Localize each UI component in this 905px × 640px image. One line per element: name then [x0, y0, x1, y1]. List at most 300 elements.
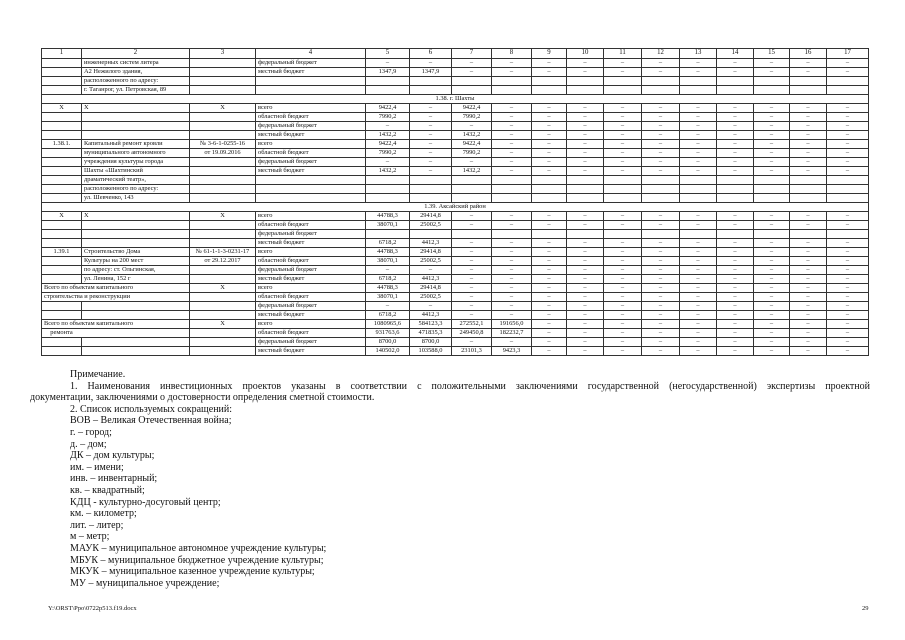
column-header: 10: [567, 49, 604, 59]
table-cell: –: [532, 158, 567, 167]
abbreviation-item: г. – город;: [70, 426, 112, 438]
table-cell: –: [827, 239, 869, 248]
table-cell: [532, 185, 567, 194]
table-cell: [452, 77, 492, 86]
table-cell: [680, 185, 717, 194]
table-cell: –: [717, 113, 754, 122]
table-cell: Х: [190, 320, 256, 329]
table-cell: [754, 86, 790, 95]
table-cell: –: [567, 113, 604, 122]
table-cell: 25002,5: [410, 293, 452, 302]
table-cell: всего: [256, 140, 366, 149]
table-cell: –: [604, 338, 642, 347]
table-cell: [42, 122, 82, 131]
table-cell: [42, 194, 82, 203]
table-cell: 38070,1: [366, 221, 410, 230]
table-cell: [492, 86, 532, 95]
table-cell: [410, 176, 452, 185]
table-cell: –: [790, 59, 827, 68]
table-cell: –: [532, 338, 567, 347]
table-cell: –: [754, 167, 790, 176]
table-cell: –: [717, 239, 754, 248]
table-cell: –: [680, 302, 717, 311]
table-cell: федеральный бюджет: [256, 302, 366, 311]
table-cell: [42, 347, 82, 356]
table-cell: [190, 293, 256, 302]
table-cell: –: [790, 212, 827, 221]
table-cell: [190, 113, 256, 122]
table-row: [42, 167, 869, 176]
table-cell: федеральный бюджет: [256, 59, 366, 68]
table-cell: –: [567, 329, 604, 338]
table-cell: –: [680, 293, 717, 302]
table-cell: –: [642, 257, 680, 266]
table-cell: [190, 311, 256, 320]
table-cell: [567, 86, 604, 95]
table-cell: –: [604, 149, 642, 158]
table-cell: –: [452, 338, 492, 347]
table-cell: местный бюджет: [256, 311, 366, 320]
table-cell: –: [827, 68, 869, 77]
table-cell: [42, 230, 82, 239]
table-cell: –: [410, 122, 452, 131]
table-cell: –: [532, 68, 567, 77]
table-cell: –: [790, 257, 827, 266]
table-cell: [567, 77, 604, 86]
table-cell: 29414,8: [410, 284, 452, 293]
table-cell: –: [452, 122, 492, 131]
table-cell: –: [790, 149, 827, 158]
table-cell: –: [754, 158, 790, 167]
table-cell: [604, 176, 642, 185]
table-cell: [492, 230, 532, 239]
table-cell: –: [492, 212, 532, 221]
table-cell: –: [827, 338, 869, 347]
table-cell: –: [532, 311, 567, 320]
table-cell: Х: [190, 104, 256, 113]
table-cell: –: [532, 167, 567, 176]
table-cell: [717, 176, 754, 185]
table-cell: [567, 230, 604, 239]
table-cell: –: [717, 158, 754, 167]
table-cell: –: [604, 140, 642, 149]
table-cell: 6718,2: [366, 311, 410, 320]
table-cell: [190, 167, 256, 176]
table-cell: –: [790, 167, 827, 176]
table-cell: 38070,1: [366, 257, 410, 266]
table-cell: –: [492, 149, 532, 158]
table-cell: [790, 176, 827, 185]
table-cell: [256, 77, 366, 86]
table-cell: инженерных систем литера: [82, 59, 190, 68]
table-cell: [190, 86, 256, 95]
table-cell: 29414,8: [410, 248, 452, 257]
table-cell: –: [452, 212, 492, 221]
table-cell: [190, 185, 256, 194]
table-cell: –: [642, 68, 680, 77]
table-cell: [366, 77, 410, 86]
abbreviation-list: [70, 415, 870, 589]
table-cell: –: [642, 293, 680, 302]
table-cell: 103588,0: [410, 347, 452, 356]
table-cell: –: [754, 329, 790, 338]
table-cell: [717, 77, 754, 86]
table-cell: –: [642, 212, 680, 221]
table-cell: [604, 86, 642, 95]
table-row: [42, 347, 869, 356]
table-cell: [190, 275, 256, 284]
table-cell: –: [790, 338, 827, 347]
table-row: [42, 194, 869, 203]
table-cell: –: [642, 284, 680, 293]
table-cell: [190, 338, 256, 347]
table-cell: [532, 86, 567, 95]
table-cell: –: [452, 284, 492, 293]
table-cell: –: [452, 68, 492, 77]
table-cell: [410, 194, 452, 203]
column-header: 1: [42, 49, 82, 59]
table-cell: [366, 86, 410, 95]
table-cell: –: [642, 347, 680, 356]
table-cell: –: [452, 302, 492, 311]
section-row: [42, 203, 869, 212]
table-cell: 29414,8: [410, 212, 452, 221]
table-cell: –: [567, 122, 604, 131]
table-cell: [256, 194, 366, 203]
table-cell: [717, 230, 754, 239]
table-cell: всего: [256, 320, 366, 329]
table-cell: –: [827, 158, 869, 167]
table-cell: расположенного по адресу:: [82, 77, 190, 86]
table-cell: –: [680, 239, 717, 248]
table-cell: от 29.12.2017: [190, 257, 256, 266]
investment-table: [41, 48, 869, 356]
column-header: 4: [256, 49, 366, 59]
table-cell: –: [754, 347, 790, 356]
table-cell: –: [827, 293, 869, 302]
table-cell: 1.38.1.: [42, 140, 82, 149]
table-cell: –: [827, 302, 869, 311]
table-cell: –: [452, 158, 492, 167]
abbreviation-item: МАУК – муниципальное автономное учреждение культуры;: [70, 542, 327, 554]
table-cell: –: [790, 248, 827, 257]
table-cell: 25002,5: [410, 221, 452, 230]
table-cell: –: [604, 320, 642, 329]
table-cell: 4412,3: [410, 275, 452, 284]
table-cell: [42, 167, 82, 176]
table-cell: [642, 77, 680, 86]
table-cell: –: [790, 347, 827, 356]
abbreviation-item: МКУК – муниципальное казенное учреждение культуры;: [70, 566, 315, 578]
table-cell: –: [717, 68, 754, 77]
table-cell: [827, 86, 869, 95]
table-cell: –: [717, 122, 754, 131]
table-cell: [790, 230, 827, 239]
table-cell: –: [532, 248, 567, 257]
table-cell: ремонта: [42, 329, 82, 338]
table-cell: 23101,3: [452, 347, 492, 356]
table-cell: [717, 86, 754, 95]
table-cell: [42, 311, 82, 320]
table-cell: –: [532, 122, 567, 131]
table-row: [42, 113, 869, 122]
table-cell: [190, 176, 256, 185]
table-cell: всего: [256, 104, 366, 113]
note-2: 2. Список используемых сокращений:: [70, 403, 233, 415]
table-cell: –: [680, 149, 717, 158]
table-cell: –: [717, 140, 754, 149]
table-cell: местный бюджет: [256, 239, 366, 248]
table-row: [42, 275, 869, 284]
table-cell: [190, 122, 256, 131]
table-cell: А2 Нежилого здания,: [82, 68, 190, 77]
table-cell: [42, 158, 82, 167]
table-cell: –: [492, 68, 532, 77]
table-cell: –: [567, 266, 604, 275]
table-cell: –: [680, 140, 717, 149]
table-cell: –: [790, 68, 827, 77]
table-cell: –: [680, 158, 717, 167]
table-cell: –: [532, 104, 567, 113]
table-cell: [827, 194, 869, 203]
table-row: [42, 338, 869, 347]
table-cell: –: [754, 239, 790, 248]
table-cell: [42, 302, 82, 311]
table-cell: –: [452, 248, 492, 257]
table-cell: –: [754, 293, 790, 302]
table-cell: 931763,6: [366, 329, 410, 338]
table-cell: муниципального автономного: [82, 149, 190, 158]
table-cell: 7990,2: [452, 149, 492, 158]
table-cell: [190, 68, 256, 77]
table-cell: –: [827, 59, 869, 68]
table-cell: [42, 176, 82, 185]
table-cell: –: [532, 149, 567, 158]
table-row: [42, 329, 869, 338]
table-cell: –: [532, 320, 567, 329]
table-cell: 1347,9: [410, 68, 452, 77]
table-cell: [680, 230, 717, 239]
table-cell: –: [567, 131, 604, 140]
abbreviation-item: КДЦ - культурно-досуговый центр;: [70, 496, 221, 508]
table-cell: Х: [190, 212, 256, 221]
table-cell: [452, 86, 492, 95]
table-cell: –: [604, 221, 642, 230]
table-cell: –: [567, 347, 604, 356]
table-cell: [190, 230, 256, 239]
table-cell: всего: [256, 212, 366, 221]
table-cell: –: [492, 311, 532, 320]
table-cell: [790, 194, 827, 203]
table-cell: –: [827, 122, 869, 131]
table-cell: –: [492, 140, 532, 149]
table-row: [42, 221, 869, 230]
table-cell: –: [754, 149, 790, 158]
table-cell: областной бюджет: [256, 149, 366, 158]
table-cell: областной бюджет: [256, 221, 366, 230]
table-cell: [492, 77, 532, 86]
column-header: 6: [410, 49, 452, 59]
table-cell: –: [680, 338, 717, 347]
table-cell: –: [532, 59, 567, 68]
table-cell: –: [452, 275, 492, 284]
header-row: [42, 49, 869, 59]
table-cell: –: [717, 311, 754, 320]
table-cell: [604, 77, 642, 86]
table-cell: [790, 77, 827, 86]
table-cell: ул. Ленина, 152 г: [82, 275, 190, 284]
table-cell: учреждения культуры города: [82, 158, 190, 167]
table-row: [42, 266, 869, 275]
table-cell: –: [790, 239, 827, 248]
table-cell: 7990,2: [366, 113, 410, 122]
table-cell: –: [410, 59, 452, 68]
table-row: [42, 302, 869, 311]
table-cell: –: [492, 266, 532, 275]
table-cell: –: [717, 293, 754, 302]
footer-file-path: Y:\ORST\Ppo\0722p513.f19.docx: [48, 605, 137, 612]
table-cell: –: [754, 59, 790, 68]
table-cell: 191656,0: [492, 320, 532, 329]
table-cell: –: [567, 293, 604, 302]
abbreviation-item: МБУК – муниципальное бюджетное учреждение культуры;: [70, 554, 324, 566]
table-cell: [567, 194, 604, 203]
table-cell: –: [827, 311, 869, 320]
notes-block: [30, 369, 870, 589]
table-cell: –: [532, 329, 567, 338]
column-header: 5: [366, 49, 410, 59]
table-cell: Х: [42, 212, 82, 221]
table-cell: [190, 329, 256, 338]
table-cell: –: [717, 302, 754, 311]
table-cell: 44788,3: [366, 284, 410, 293]
section-row: [42, 95, 869, 104]
table-cell: драматический театр»,: [82, 176, 190, 185]
table-row: [42, 284, 869, 293]
table-cell: –: [642, 239, 680, 248]
table-cell: [532, 77, 567, 86]
table-cell: местный бюджет: [256, 167, 366, 176]
table-cell: –: [717, 275, 754, 284]
table-cell: [642, 185, 680, 194]
table-cell: областной бюджет: [256, 293, 366, 302]
abbreviation-item: ДК – дом культуры;: [70, 450, 155, 462]
table-cell: –: [642, 113, 680, 122]
table-cell: –: [642, 266, 680, 275]
table-cell: –: [452, 311, 492, 320]
table-cell: –: [754, 221, 790, 230]
table-cell: [827, 77, 869, 86]
table-cell: –: [604, 122, 642, 131]
column-header: 8: [492, 49, 532, 59]
table-cell: –: [642, 311, 680, 320]
table-cell: 471835,3: [410, 329, 452, 338]
table-cell: –: [567, 221, 604, 230]
table-cell: [410, 77, 452, 86]
table-cell: [82, 338, 190, 347]
table-cell: –: [680, 131, 717, 140]
table-cell: [642, 176, 680, 185]
table-cell: –: [410, 158, 452, 167]
table-cell: –: [642, 131, 680, 140]
table-cell: –: [827, 266, 869, 275]
table-cell: –: [366, 266, 410, 275]
table-cell: –: [567, 140, 604, 149]
table-cell: –: [754, 248, 790, 257]
table-cell: –: [754, 320, 790, 329]
table-cell: по адресу: ст. Ольгинская,: [82, 266, 190, 275]
table-cell: –: [604, 347, 642, 356]
table-cell: [642, 194, 680, 203]
table-cell: –: [790, 302, 827, 311]
table-cell: [82, 113, 190, 122]
table-cell: –: [410, 167, 452, 176]
table-cell: [82, 302, 190, 311]
table-cell: –: [532, 266, 567, 275]
abbreviation-item: км. – километр;: [70, 508, 137, 520]
abbreviation-item: МУ – муниципальное учреждение;: [70, 577, 220, 589]
table-cell: –: [754, 122, 790, 131]
table-cell: [410, 185, 452, 194]
table-cell: –: [717, 131, 754, 140]
table-cell: –: [717, 329, 754, 338]
table-cell: –: [604, 266, 642, 275]
table-cell: –: [492, 113, 532, 122]
table-cell: [567, 176, 604, 185]
table-cell: 9422,4: [452, 140, 492, 149]
table-cell: –: [717, 338, 754, 347]
table-cell: [532, 194, 567, 203]
table-cell: –: [754, 113, 790, 122]
table-cell: –: [604, 257, 642, 266]
table-cell: [366, 230, 410, 239]
table-cell: –: [827, 275, 869, 284]
table-cell: –: [604, 167, 642, 176]
table-cell: [42, 77, 82, 86]
table-cell: –: [492, 131, 532, 140]
table-cell: –: [827, 347, 869, 356]
table-cell: Шахты «Шахтинский: [82, 167, 190, 176]
table-row: [42, 77, 869, 86]
table-cell: [680, 176, 717, 185]
table-cell: [190, 239, 256, 248]
table-cell: –: [827, 113, 869, 122]
table-cell: [82, 347, 190, 356]
table-cell: [82, 239, 190, 248]
table-cell: [532, 176, 567, 185]
table-cell: –: [492, 257, 532, 266]
table-cell: [82, 221, 190, 230]
table-cell: 1432,2: [366, 131, 410, 140]
table-cell: –: [827, 167, 869, 176]
table-cell: –: [532, 113, 567, 122]
section-title: 1.38. г. Шахты: [42, 95, 869, 104]
table-cell: –: [642, 167, 680, 176]
table-cell: –: [366, 59, 410, 68]
table-cell: строительства и реконструкции: [42, 293, 82, 302]
table-cell: –: [680, 257, 717, 266]
table-cell: –: [827, 320, 869, 329]
table-cell: –: [790, 221, 827, 230]
table-cell: [42, 149, 82, 158]
table-cell: –: [567, 284, 604, 293]
table-cell: 1347,9: [366, 68, 410, 77]
table-cell: 8700,0: [410, 338, 452, 347]
table-cell: [642, 86, 680, 95]
table-cell: [82, 311, 190, 320]
table-row: [42, 212, 869, 221]
column-header: 11: [604, 49, 642, 59]
